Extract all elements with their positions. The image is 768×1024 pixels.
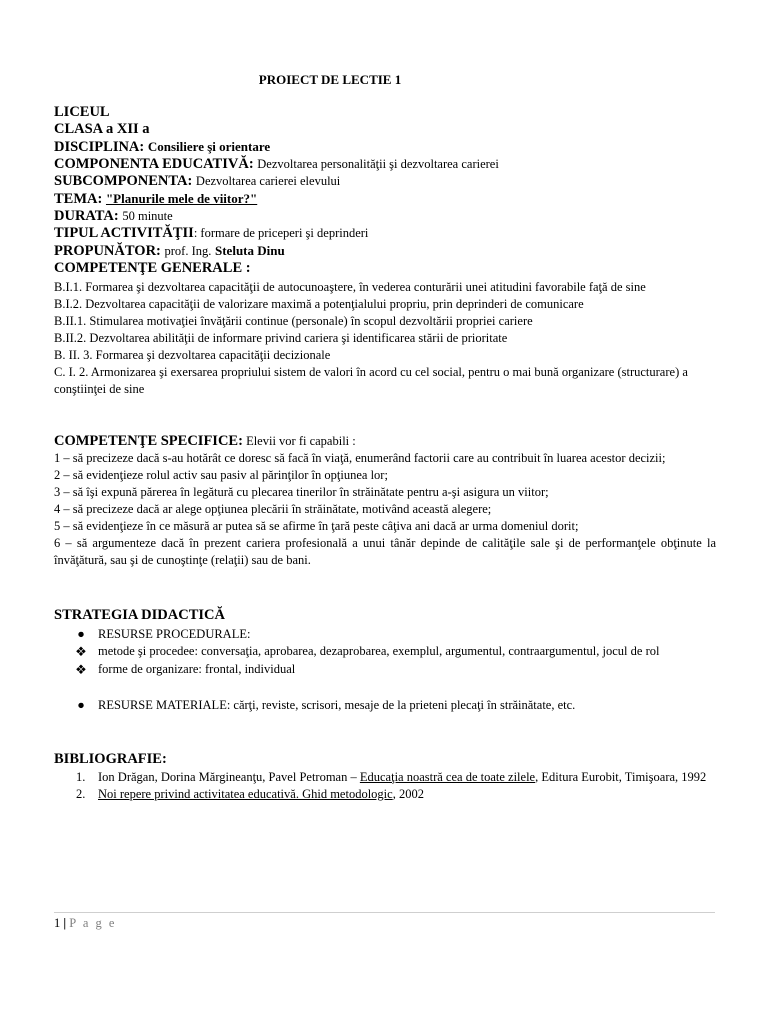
competenta-specifica-item: 2 – să evidenţieze rolul activ sau pasiv al părinţilor în opţiunea lor;	[54, 468, 388, 482]
resurse-materiale-text: RESURSE MATERIALE: cărţi, reviste, scrisori, mesaje de la prieteni plecaţi în străinătate, etc.	[98, 698, 576, 712]
bibliografie-heading: BIBLIOGRAFIE:	[54, 751, 167, 767]
forme-text: forme de organizare: frontal, individual	[98, 662, 296, 676]
competente-specifice-heading: COMPETENŢE SPECIFICE:	[54, 433, 243, 449]
durata-line	[54, 208, 716, 225]
tipul-line	[54, 225, 716, 242]
tipul-label: TIPUL ACTIVITĂŢII	[54, 225, 194, 241]
diamond-bullet-icon: ❖	[75, 644, 87, 659]
strategia-list	[54, 626, 716, 714]
disciplina-value: Consiliere şi orientare	[147, 139, 271, 154]
strategia-item	[54, 661, 716, 678]
durata-value: 50 minute	[122, 209, 173, 223]
competenta-specifica-item: 1 – să precizeze dacă s-au hotărât ce doresc să facă în viaţă, enumerând factorii care au contribuit în luarea acestor decizii;	[54, 451, 666, 465]
bibliografie-number: 2.	[76, 787, 86, 801]
competente-specifice-header	[54, 433, 716, 450]
disciplina-line	[54, 138, 716, 156]
propunator-prefix: prof. Ing.	[164, 244, 212, 258]
metode-text: metode şi procedee: conversaţia, aprobarea, dezaprobarea, exemplul, argumentul, contraargumentul, jocul de rol	[98, 644, 660, 658]
diamond-bullet-icon: ❖	[75, 662, 87, 677]
tema-label: TEMA:	[54, 191, 103, 207]
competenta-generala-item: B. II. 3. Formarea şi dezvoltarea capacităţii decizionale	[54, 348, 331, 362]
bullet-dot-icon: ●	[77, 627, 85, 641]
subcomponenta-value: Dezvoltarea carierei elevului	[195, 174, 341, 188]
propunator-name: Steluta Dinu	[215, 243, 285, 258]
clasa-line: CLASA a XII a	[54, 121, 150, 137]
bibliografie-title: Noi repere privind activitatea educativă. Ghid metodologic	[98, 787, 393, 801]
strategia-item	[54, 643, 716, 660]
page-footer	[54, 916, 116, 931]
competente-generale-heading: COMPETENŢE GENERALE :	[54, 260, 251, 276]
competenta-generala-item: B.II.2. Dezvoltarea abilităţii de informare privind cariera şi identificarea stării de prioritate	[54, 331, 508, 345]
competente-specifice-section	[54, 433, 716, 569]
strategia-heading: STRATEGIA DIDACTICĂ	[54, 607, 225, 623]
page-label: P a g e	[69, 916, 117, 930]
subcomponenta-label: SUBCOMPONENTA:	[54, 173, 193, 189]
document-title: PROIECT DE LECTIE 1	[258, 72, 402, 87]
subcomponenta-line	[54, 173, 716, 190]
competente-specifice-intro: Elevii vor fi capabili :	[242, 434, 356, 448]
propunator-line	[54, 242, 716, 260]
competenta-generala-item: B.I.1. Formarea şi dezvoltarea capacităţii de autocunoaştere, în vederea conturării unei atitudini favorabile faţă de sine	[54, 280, 646, 294]
tema-line	[54, 190, 716, 208]
competenta-generala-item: B.II.1. Stimularea motivaţiei învăţării continue (personale) în scopul dezvoltării propriei cariere	[54, 314, 533, 328]
footer-divider	[54, 912, 715, 913]
durata-label: DURATA:	[54, 208, 119, 224]
propunator-label: PROPUNĂTOR:	[54, 243, 161, 259]
bibliografie-number: 1.	[76, 770, 86, 784]
componenta-label: COMPONENTA EDUCATIVĂ:	[54, 156, 254, 172]
strategia-item	[54, 626, 716, 643]
competente-generale-list	[54, 279, 716, 398]
bibliografie-item	[54, 786, 716, 803]
bibliografie-authors: Ion Drăgan, Dorina Mărgineanţu, Pavel Petroman –	[98, 770, 360, 784]
competenta-specifica-item: 4 – să precizeze dacă ar alege opţiunea plecării în străinătate, motivând această alegere;	[54, 502, 492, 516]
strategia-item	[54, 697, 716, 714]
tema-value: "Planurile mele de viitor?"	[105, 191, 258, 206]
resurse-procedurale-text: RESURSE PROCEDURALE:	[98, 627, 251, 641]
bibliografie-item	[54, 769, 716, 786]
footer-separator: |	[60, 916, 70, 930]
liceul-line: LICEUL	[54, 104, 110, 120]
bibliografie-list	[54, 769, 716, 803]
bullet-dot-icon: ●	[77, 698, 85, 712]
competenta-specifica-item: 3 – să îşi expună părerea în legătură cu plecarea tinerilor în străinătate pentru a-şi asigura un viitor;	[54, 485, 549, 499]
bibliografie-rest: , Editura Eurobit, Timişoara, 1992	[535, 770, 707, 784]
disciplina-label: DISCIPLINA:	[54, 139, 145, 155]
lesson-header	[54, 104, 716, 277]
componenta-line	[54, 156, 716, 173]
bibliografie-rest: , 2002	[392, 787, 424, 801]
competenta-generala-item: B.I.2. Dezvoltarea capacităţii de valorizare maximă a potenţialului propriu, prin deprinderi de comunicare	[54, 297, 584, 311]
competenta-specifica-item: 6 – să argumenteze dacă în prezent cariera profesională a unui tânăr depinde de calităţile sale şi de performanţele obţinute la învăţătură, sau şi de cunoştinţe (relaţii) sau de bani.	[54, 536, 716, 567]
competenta-specifica-item: 5 – să evidenţieze în ce măsură ar putea să se afirme în ţară peste câţiva ani dacă ar urma domeniul dorit;	[54, 519, 579, 533]
competenta-generala-item: C. I. 2. Armonizarea şi exersarea propriului sistem de valori în acord cu cel social, pentru o mai bună organizare (structurare) a conştiinţei de sine	[54, 365, 688, 396]
tipul-value: : formare de priceperi şi deprinderi	[193, 226, 369, 240]
bibliografie-title: Educaţia noastră cea de toate zilele	[359, 770, 536, 784]
page-number: 1	[54, 916, 61, 930]
componenta-value: Dezvoltarea personalităţii şi dezvoltarea carierei	[257, 157, 499, 171]
